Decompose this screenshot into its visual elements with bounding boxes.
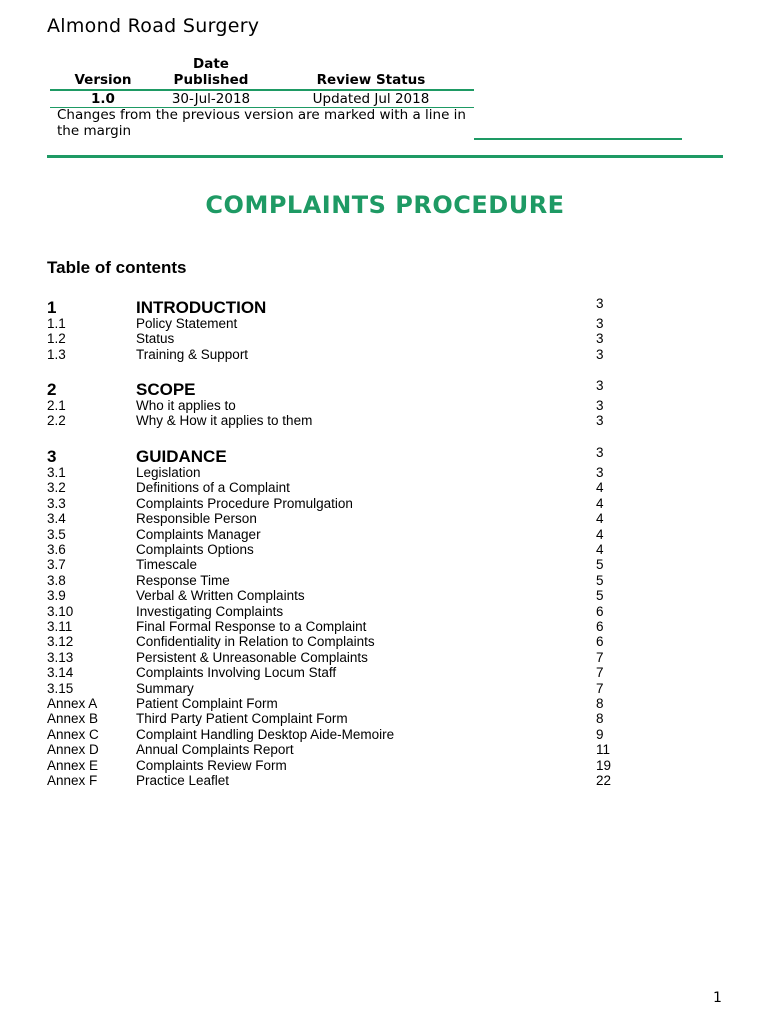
toc-entry-number: 1.1 bbox=[47, 316, 66, 331]
toc-entry-number: 3.7 bbox=[47, 557, 66, 573]
toc-entry[interactable] bbox=[47, 588, 617, 604]
toc-entry-page: 5 bbox=[596, 588, 604, 604]
toc-entry-page: 7 bbox=[596, 680, 604, 696]
toc-entry[interactable] bbox=[47, 316, 617, 332]
organisation-name: Almond Road Surgery bbox=[47, 15, 260, 37]
toc-entry[interactable] bbox=[47, 557, 617, 573]
toc-entry-page: 4 bbox=[596, 495, 604, 511]
toc-entry-title: Persistent & Unreasonable Complaints bbox=[136, 649, 368, 665]
toc-entry[interactable] bbox=[47, 331, 617, 347]
toc-entry-number: 3.4 bbox=[47, 511, 66, 527]
toc-entry-title: Complaints Manager bbox=[136, 526, 261, 542]
toc-entry-title: Complaints Review Form bbox=[136, 757, 287, 773]
toc-entry[interactable] bbox=[47, 742, 617, 758]
changes-note: Changes from the previous version are marked with a line in the margin bbox=[57, 107, 466, 139]
toc-entry-title: Investigating Complaints bbox=[136, 603, 284, 619]
toc-section-title: GUIDANCE bbox=[136, 447, 227, 466]
date-published-column-header bbox=[160, 56, 262, 88]
toc-entry-number: 2.1 bbox=[47, 398, 66, 413]
toc-entry-title: Complaints Procedure Promulgation bbox=[136, 495, 353, 511]
version-table-row bbox=[50, 91, 474, 107]
toc-section-number: 2 bbox=[47, 380, 57, 399]
toc-entry[interactable] bbox=[47, 480, 617, 496]
toc-entry[interactable] bbox=[47, 650, 617, 666]
toc-entry-title: Status bbox=[136, 331, 175, 347]
toc-entry[interactable] bbox=[47, 619, 617, 635]
toc-entry-page: 4 bbox=[596, 480, 604, 496]
toc-section-number: 1 bbox=[47, 298, 57, 317]
toc-entry-page: 11 bbox=[596, 742, 611, 758]
review-status-column-header: Review Status bbox=[316, 72, 426, 88]
toc-entry-number: 3.15 bbox=[47, 680, 74, 696]
toc-entry-page: 4 bbox=[596, 542, 604, 557]
toc-section-page: 3 bbox=[596, 445, 604, 460]
toc-entry-title: Responsible Person bbox=[136, 511, 257, 527]
toc-entry[interactable] bbox=[47, 665, 617, 681]
toc-entry-number: 3.6 bbox=[47, 542, 66, 557]
toc-entry[interactable] bbox=[47, 604, 617, 620]
toc-entry-page: 5 bbox=[596, 557, 604, 573]
toc-entry[interactable] bbox=[47, 347, 617, 363]
toc-entry-number: Annex B bbox=[47, 711, 99, 727]
toc-entry-page: 5 bbox=[596, 572, 604, 588]
toc-entry-title: Confidentiality in Relation to Complaints bbox=[136, 634, 375, 650]
toc-entry-page: 4 bbox=[596, 526, 604, 542]
toc-entry-page: 3 bbox=[596, 413, 604, 429]
toc-entry-page: 8 bbox=[596, 711, 604, 727]
toc-entry-page: 22 bbox=[596, 773, 612, 788]
toc-entry-number: 3.3 bbox=[47, 495, 66, 511]
toc-entry-page: 3 bbox=[596, 316, 604, 331]
toc-entry[interactable] bbox=[47, 681, 617, 697]
toc-entry-title: Response Time bbox=[136, 572, 230, 588]
toc-entry-title: Summary bbox=[136, 680, 194, 696]
toc-entry-page: 6 bbox=[596, 634, 604, 650]
toc-entry[interactable] bbox=[47, 398, 617, 414]
toc-entry[interactable] bbox=[47, 727, 617, 743]
toc-entry-page: 7 bbox=[596, 649, 604, 665]
toc-entry-number: Annex D bbox=[47, 742, 99, 758]
toc-entry-page: 6 bbox=[596, 603, 604, 619]
toc-entry[interactable] bbox=[47, 527, 617, 543]
page-number: 1 bbox=[713, 990, 722, 1006]
toc-entry-number: Annex E bbox=[47, 757, 99, 773]
toc-entry-title: Practice Leaflet bbox=[136, 773, 230, 788]
document-title: COMPLAINTS PROCEDURE bbox=[205, 191, 565, 219]
toc-entry-page: 3 bbox=[596, 346, 604, 362]
toc-entry-title: Verbal & Written Complaints bbox=[136, 588, 305, 604]
toc-heading: Table of contents bbox=[47, 258, 187, 277]
toc-entry-page: 9 bbox=[596, 726, 604, 742]
toc-entry-page: 6 bbox=[596, 619, 604, 634]
toc-entry-title: Why & How it applies to them bbox=[136, 413, 313, 429]
toc-entry-number: 3.10 bbox=[47, 603, 74, 619]
toc-entry[interactable] bbox=[47, 773, 617, 789]
toc-entry-number: 3.14 bbox=[47, 665, 74, 681]
toc-entry-title: Annual Complaints Report bbox=[136, 742, 294, 758]
toc-entry-number: Annex F bbox=[47, 773, 98, 788]
toc-section-number: 3 bbox=[47, 447, 57, 466]
toc-entry-number: 1.2 bbox=[47, 331, 66, 347]
toc-entry[interactable] bbox=[47, 465, 617, 481]
date-published-value: 30-Jul-2018 bbox=[171, 91, 251, 107]
toc-entry-number: 3.9 bbox=[47, 588, 66, 604]
review-status-value: Updated Jul 2018 bbox=[312, 91, 430, 107]
toc-entry-title: Complaints Involving Locum Staff bbox=[136, 665, 337, 681]
toc-entry-title: Policy Statement bbox=[136, 316, 238, 331]
toc-entry-number: 3.1 bbox=[47, 465, 66, 480]
toc-entry[interactable] bbox=[47, 542, 617, 558]
toc-section-title: INTRODUCTION bbox=[136, 298, 267, 317]
toc-entry-title: Legislation bbox=[136, 465, 201, 480]
toc-entry-number: Annex C bbox=[47, 726, 99, 742]
toc-entry-page: 3 bbox=[596, 398, 604, 413]
toc-entry-page: 4 bbox=[596, 511, 604, 527]
toc-entry[interactable] bbox=[47, 413, 617, 429]
toc-entry[interactable] bbox=[47, 511, 617, 527]
toc-section-page: 3 bbox=[596, 296, 604, 311]
toc-section-page: 3 bbox=[596, 378, 604, 393]
date-header-line1: Date bbox=[193, 56, 229, 72]
toc-entry[interactable] bbox=[47, 758, 617, 774]
toc-entry-page: 8 bbox=[596, 696, 604, 711]
toc-entry-number: 2.2 bbox=[47, 413, 66, 429]
toc-entry-number: Annex A bbox=[47, 696, 98, 711]
toc-entry-title: Final Formal Response to a Complaint bbox=[136, 619, 367, 634]
toc-entry-number: 3.8 bbox=[47, 572, 66, 588]
toc-section[interactable] bbox=[47, 298, 617, 318]
toc-entry-number: 3.11 bbox=[47, 619, 73, 634]
toc-entry-page: 3 bbox=[596, 465, 604, 480]
toc-entry-number: 3.13 bbox=[47, 649, 74, 665]
header-divider bbox=[47, 155, 723, 158]
version-table bbox=[50, 55, 474, 108]
toc-entry-number: 3.2 bbox=[47, 480, 66, 496]
version-table-header bbox=[50, 55, 474, 89]
toc-entry-title: Third Party Patient Complaint Form bbox=[136, 711, 348, 727]
toc-section[interactable] bbox=[47, 447, 617, 467]
toc-entry-number: 3.5 bbox=[47, 526, 66, 542]
toc-entry-title: Patient Complaint Form bbox=[136, 696, 278, 711]
toc-entry-title: Complaints Options bbox=[136, 542, 254, 557]
toc-entry[interactable] bbox=[47, 496, 617, 512]
version-column-header: Version bbox=[74, 72, 132, 88]
toc-entry-page: 7 bbox=[596, 665, 604, 681]
note-rule bbox=[474, 138, 682, 140]
toc-entry[interactable] bbox=[47, 634, 617, 650]
toc-entry-title: Timescale bbox=[136, 557, 198, 573]
toc-entry[interactable] bbox=[47, 696, 617, 712]
toc-entry-title: Complaint Handling Desktop Aide-Memoire bbox=[136, 726, 395, 742]
version-value: 1.0 bbox=[91, 91, 115, 107]
toc-entry-title: Training & Support bbox=[136, 346, 249, 362]
toc-entry-number: 1.3 bbox=[47, 346, 66, 362]
date-header-line2: Published bbox=[173, 72, 249, 88]
toc-entry[interactable] bbox=[47, 711, 617, 727]
toc-entry-title: Who it applies to bbox=[136, 398, 236, 413]
toc-entry-page: 19 bbox=[596, 757, 612, 773]
toc-entry-page: 3 bbox=[596, 331, 604, 347]
toc-section[interactable] bbox=[47, 380, 617, 400]
toc-entry-number: 3.12 bbox=[47, 634, 74, 650]
toc-entry-title: Definitions of a Complaint bbox=[136, 480, 290, 496]
toc-entry[interactable] bbox=[47, 573, 617, 589]
toc-section-title: SCOPE bbox=[136, 380, 196, 399]
